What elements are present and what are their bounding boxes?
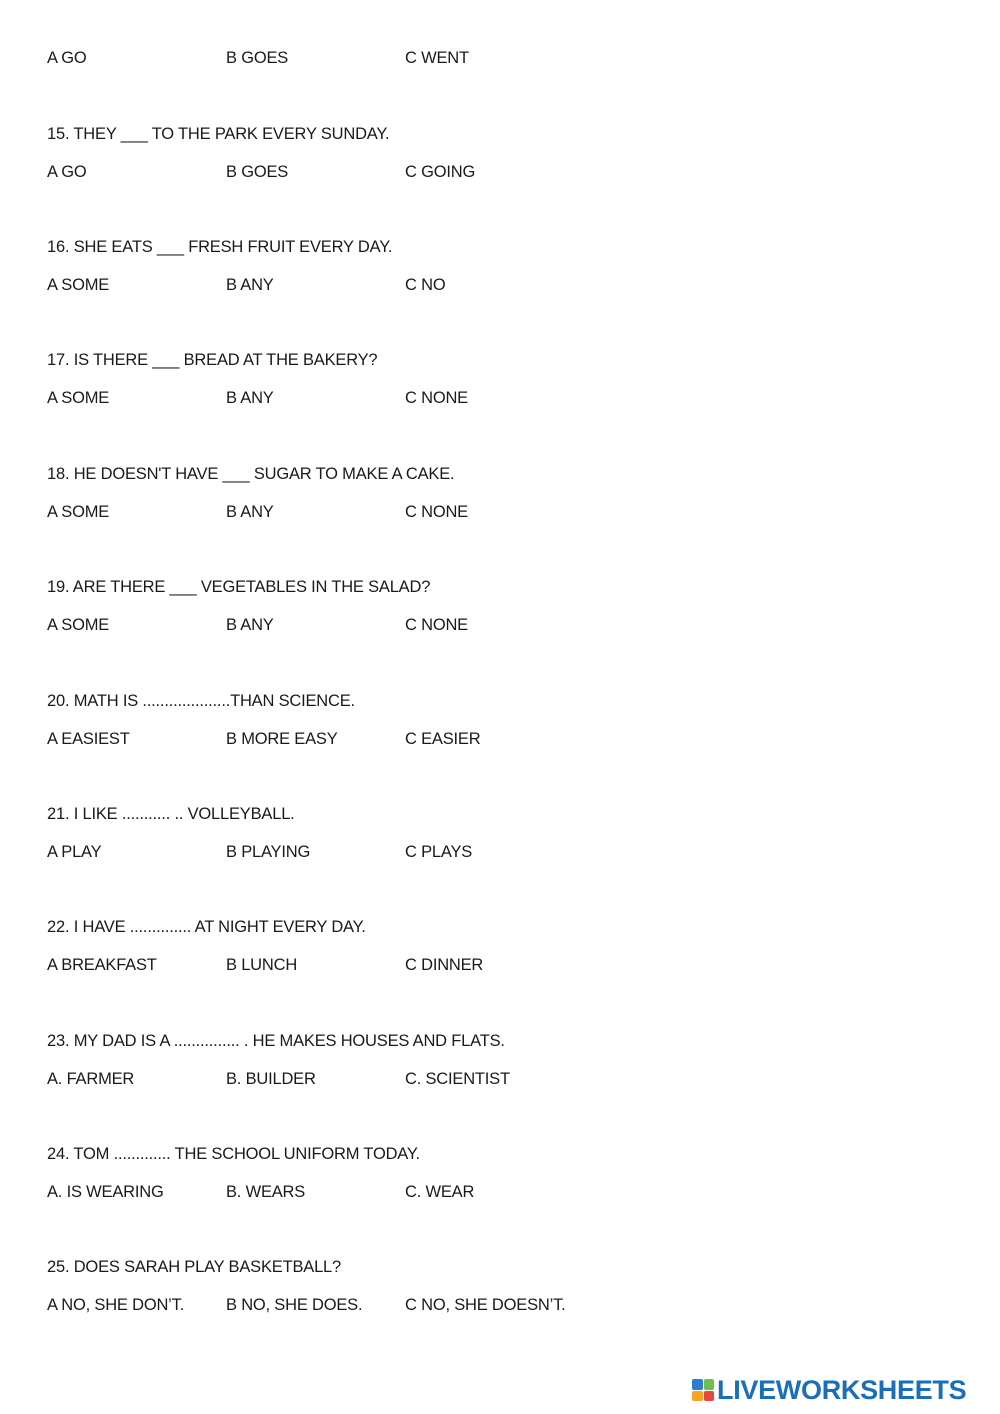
option-c[interactable]: C NO, SHE DOESN’T. (405, 1296, 566, 1314)
question-25-options (47, 1295, 747, 1315)
question-16-options (47, 275, 747, 295)
option-a[interactable]: A BREAKFAST (47, 956, 157, 974)
option-c[interactable]: C NO (405, 276, 446, 294)
option-c[interactable]: C. WEAR (405, 1183, 475, 1201)
option-c[interactable]: C NONE (405, 616, 468, 634)
question-14-options (47, 48, 747, 68)
option-b[interactable]: B MORE EASY (226, 730, 338, 748)
question-21-prompt: 21. I LIKE ........... .. VOLLEYBALL. (47, 805, 295, 823)
question-17-prompt: 17. IS THERE ___ BREAD AT THE BAKERY? (47, 351, 378, 369)
option-b[interactable]: B. BUILDER (226, 1070, 316, 1088)
option-a[interactable]: A SOME (47, 616, 110, 634)
question-21-options (47, 842, 747, 862)
option-b[interactable]: B GOES (226, 163, 289, 181)
option-a[interactable]: A SOME (47, 503, 110, 521)
question-24-options (47, 1182, 747, 1202)
option-c[interactable]: C NONE (405, 389, 468, 407)
option-a[interactable]: A PLAY (47, 843, 102, 861)
question-23-prompt: 23. MY DAD IS A ............... . HE MAKES HOUSES AND FLATS. (47, 1032, 505, 1050)
option-b[interactable]: B NO, SHE DOES. (226, 1296, 363, 1314)
option-b[interactable]: B ANY (226, 389, 274, 407)
question-20-prompt: 20. MATH IS ....................THAN SCIENCE. (47, 692, 355, 710)
question-25-prompt: 25. DOES SARAH PLAY BASKETBALL? (47, 1258, 341, 1276)
question-19-options (47, 615, 747, 635)
option-a[interactable]: A SOME (47, 389, 110, 407)
option-c[interactable]: C EASIER (405, 730, 481, 748)
option-c[interactable]: C PLAYS (405, 843, 473, 861)
option-b[interactable]: B LUNCH (226, 956, 298, 974)
option-b[interactable]: B ANY (226, 503, 274, 521)
question-24-prompt: 24. TOM ............. THE SCHOOL UNIFORM TODAY. (47, 1145, 420, 1163)
logo-wordmark: LIVEWORKSHEETS (717, 1374, 967, 1405)
question-20-options (47, 729, 747, 749)
question-15-prompt: 15. THEY ___ TO THE PARK EVERY SUNDAY. (47, 125, 390, 143)
question-22-prompt: 22. I HAVE .............. AT NIGHT EVERY DAY. (47, 918, 366, 936)
option-b[interactable]: B ANY (226, 616, 274, 634)
option-b[interactable]: B GOES (226, 49, 289, 67)
question-17-options (47, 388, 747, 408)
option-c[interactable]: C WENT (405, 49, 469, 67)
option-a[interactable]: A GO (47, 163, 87, 181)
question-18-prompt: 18. HE DOESN'T HAVE ___ SUGAR TO MAKE A CAKE. (47, 465, 455, 483)
option-a[interactable]: A GO (47, 49, 87, 67)
question-22-options (47, 955, 747, 975)
option-a[interactable]: A NO, SHE DON’T. (47, 1296, 185, 1314)
question-19-prompt: 19. ARE THERE ___ VEGETABLES IN THE SALAD? (47, 578, 431, 596)
option-a[interactable]: A. FARMER (47, 1070, 135, 1088)
liveworksheets-logo (692, 1376, 966, 1404)
liveworksheets-logo-icon (692, 1379, 714, 1401)
question-23-options (47, 1069, 747, 1089)
option-b[interactable]: B PLAYING (226, 843, 311, 861)
option-a[interactable]: A EASIEST (47, 730, 130, 748)
option-b[interactable]: B. WEARS (226, 1183, 306, 1201)
question-15-options (47, 162, 747, 182)
option-c[interactable]: C NONE (405, 503, 468, 521)
question-16-prompt: 16. SHE EATS ___ FRESH FRUIT EVERY DAY. (47, 238, 393, 256)
question-18-options (47, 502, 747, 522)
option-a[interactable]: A. IS WEARING (47, 1183, 164, 1201)
option-c[interactable]: C. SCIENTIST (405, 1070, 510, 1088)
option-a[interactable]: A SOME (47, 276, 110, 294)
option-c[interactable]: C DINNER (405, 956, 484, 974)
option-b[interactable]: B ANY (226, 276, 274, 294)
option-c[interactable]: C GOING (405, 163, 476, 181)
